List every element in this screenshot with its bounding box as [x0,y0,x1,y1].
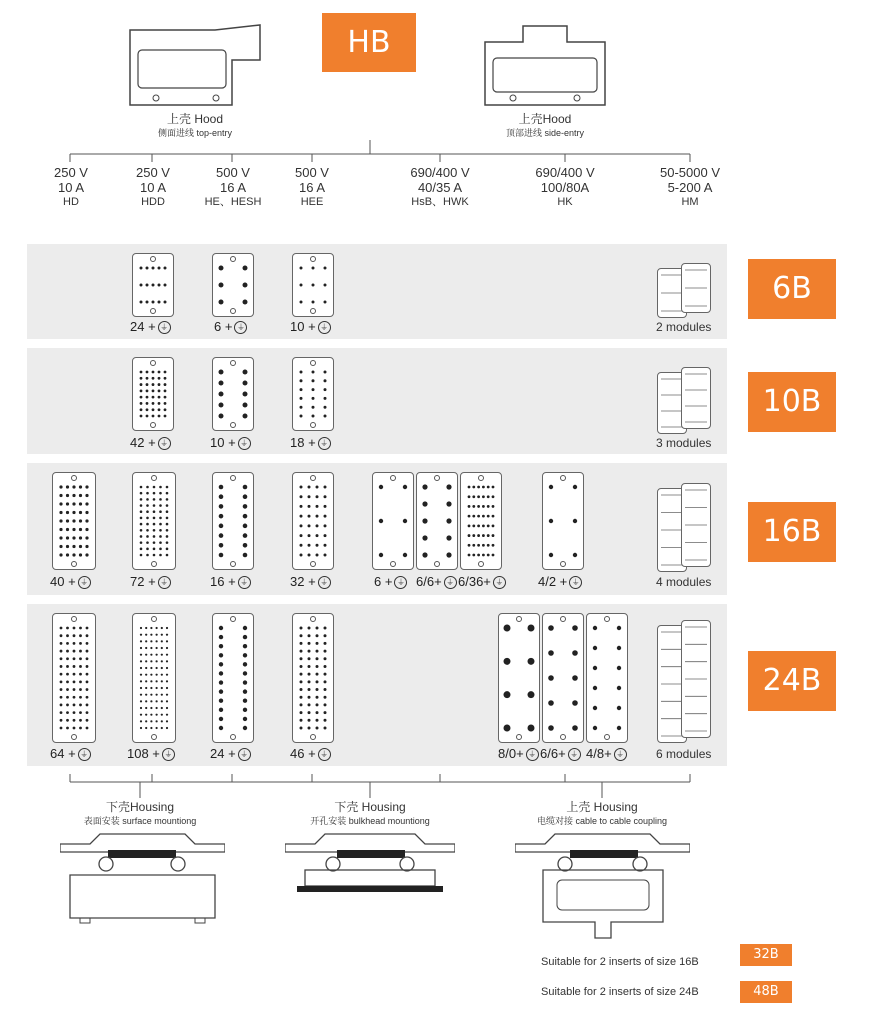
count-label: 6 + ⏚ [214,319,247,334]
count-label: 6/6+ ⏚ [540,746,581,761]
insert-face [132,472,176,570]
spec-hk: 690/400 V 100/80A HK [535,165,595,208]
ground-icon: ⏚ [158,437,171,450]
module-frame [681,483,711,567]
modules-label-6b: 2 modules [656,320,712,334]
insert-face [212,472,254,570]
ground-icon: ⏚ [394,576,407,589]
insert-face [292,472,334,570]
ground-icon: ⏚ [318,437,331,450]
module-frame [681,263,711,313]
insert-face [586,613,628,743]
ground-icon: ⏚ [78,748,91,761]
spec-hdd: 250 V 10 A HDD [136,165,170,208]
badge-48b: 48B [740,981,792,1003]
ground-icon: ⏚ [614,748,627,761]
insert-face [52,472,96,570]
spec-hm: 50-5000 V 5-200 A HM [660,165,720,208]
hood-side-entry-label: 上壳Hood 顶部进线 side-entry [505,112,585,138]
housing-coupling-drawing [515,830,690,942]
ground-icon: ⏚ [234,321,247,334]
insert-face [292,253,334,317]
ground-icon: ⏚ [568,748,581,761]
count-label: 10 + ⏚ [210,435,251,450]
count-label: 8/0+ ⏚ [498,746,539,761]
ground-icon: ⏚ [526,748,539,761]
hb-badge: HB [322,13,416,72]
housing-coupling-label: 上壳 Housing 电缆对接 cable to cable coupling [536,800,668,826]
ground-icon: ⏚ [318,748,331,761]
insert-face [542,613,584,743]
count-label: 42 + ⏚ [130,435,171,450]
modules-label-10b: 3 modules [656,436,712,450]
modules-label-16b: 4 modules [656,575,712,589]
ground-icon: ⏚ [238,748,251,761]
count-label: 6/36+ ⏚ [458,574,506,589]
count-label: 4/8+ ⏚ [586,746,627,761]
top-bracket-lines [0,140,871,165]
ground-icon: ⏚ [162,748,175,761]
housing-bulkhead-label: 下壳 Housing 开孔安装 bulkhead mountiong [310,800,430,826]
size-badge-10b: 10B [748,372,836,432]
insert-face [212,357,254,431]
count-label: 32 + ⏚ [290,574,331,589]
insert-face [132,613,176,743]
ground-icon: ⏚ [569,576,582,589]
ground-icon: ⏚ [238,576,251,589]
module-frame [681,367,711,429]
size-badge-24b: 24B [748,651,836,711]
count-label: 24 + ⏚ [130,319,171,334]
insert-face [52,613,96,743]
spec-hsb: 690/400 V 40/35 A HsB、HWK [410,165,470,208]
modules-label-24b: 6 modules [656,747,712,761]
insert-face [416,472,458,570]
module-frame [681,620,711,738]
ground-icon: ⏚ [158,576,171,589]
ground-icon: ⏚ [78,576,91,589]
insert-face [292,613,334,743]
count-label: 46 + ⏚ [290,746,331,761]
insert-face [132,253,174,317]
count-label: 6 + ⏚ [374,574,407,589]
housing-bulkhead-drawing [285,830,455,900]
insert-face [292,357,334,431]
ground-icon: ⏚ [158,321,171,334]
insert-face [460,472,502,570]
size-badge-6b: 6B [748,259,836,319]
count-label: 40 + ⏚ [50,574,91,589]
ground-icon: ⏚ [238,437,251,450]
hood-top-entry-label: 上壳 Hood 侧面进线 top-entry [157,112,233,138]
size-badge-16b: 16B [748,502,836,562]
insert-face [212,253,254,317]
count-label: 16 + ⏚ [210,574,251,589]
count-label: 64 + ⏚ [50,746,91,761]
count-label: 72 + ⏚ [130,574,171,589]
insert-face [372,472,414,570]
hood-top-entry-drawing [120,20,270,115]
badge-32b: 32B [740,944,792,966]
insert-face [498,613,540,743]
suitable-note-16b: Suitable for 2 inserts of size 16B [541,956,699,968]
count-label: 4/2 + ⏚ [538,574,582,589]
ground-icon: ⏚ [444,576,457,589]
count-label: 10 + ⏚ [290,319,331,334]
count-label: 108 + ⏚ [127,746,175,761]
count-label: 6/6+ ⏚ [416,574,457,589]
bottom-bracket-lines [0,770,871,800]
count-label: 24 + ⏚ [210,746,251,761]
housing-surface-label: 下壳Housing 表面安装 surface mountiong [83,800,197,826]
spec-hd: 250 V 10 A HD [54,165,88,208]
spec-he: 500 V 16 A HE、HESH [204,165,262,208]
insert-face [132,357,174,431]
ground-icon: ⏚ [318,321,331,334]
housing-surface-drawing [60,830,225,925]
ground-icon: ⏚ [318,576,331,589]
suitable-note-24b: Suitable for 2 inserts of size 24B [541,986,699,998]
ground-icon: ⏚ [493,576,506,589]
insert-face [212,613,254,743]
count-label: 18 + ⏚ [290,435,331,450]
spec-hee: 500 V 16 A HEE [295,165,329,208]
insert-face [542,472,584,570]
hood-side-entry-drawing [475,20,615,115]
